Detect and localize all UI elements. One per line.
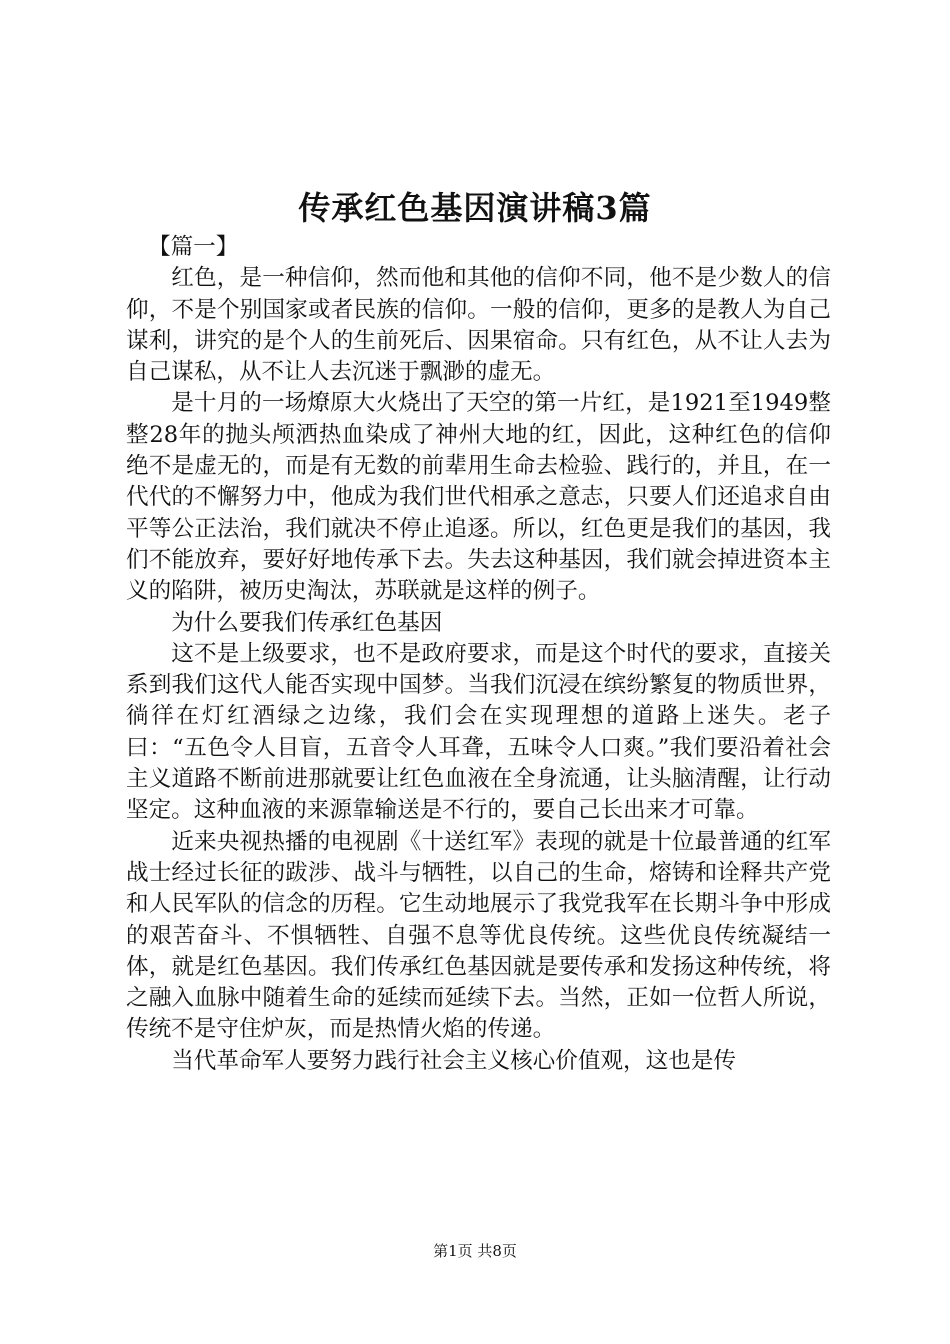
section-label: 【篇一】 bbox=[148, 234, 239, 260]
document-body bbox=[126, 232, 831, 1077]
paragraph-4: 近来央视热播的电视剧《十送红军》表现的就是十位最普通的红军战士经过长征的跋涉、战斗与牺牲，以自己的生命，熔铸和诠释共产党和人民军队的信念的历程。它生动地展示了我党我军在长期斗争中形成的艰苦奋斗、不惧牺牲、自强不息等优良传统。这些优良传统凝结一体，就是红色基因。我们传承红色基因就是要传承和发扬这种传统，将之融入血脉中随着生命的延续而延续下去。当然，正如一位哲人所说，传统不是守住炉灰，而是热情火焰的传递。 bbox=[126, 828, 831, 1043]
paragraph-1: 红色，是一种信仰，然而他和其他的信仰不同，他不是少数人的信仰，不是个别国家或者民族的信仰。一般的信仰，更多的是教人为自己谋利，讲究的是个人的生前死后、因果宿命。只有红色，从不让人去为自己谋私，从不让人去沉迷于飘渺的虚无。 bbox=[126, 265, 831, 386]
paragraph-3: 这不是上级要求，也不是政府要求，而是这个时代的要求，直接关系到我们这代人能否实现中国梦。当我们沉浸在缤纷繁复的物质世界，徜徉在灯红酒绿之边缘，我们会在实现理想的道路上迷失。老子曰：“五色令人目盲，五音令人耳聋，五味令人口爽。”我们要沿着社会主义道路不断前进那就要让红色血液在全身流通，让头脑清醒，让行动坚定。这种血液的来源靠输送是不行的，要自己长出来才可靠。 bbox=[126, 640, 831, 824]
paragraph-5: 当代革命军人要努力践行社会主义核心价值观，这也是传 bbox=[171, 1047, 737, 1074]
page-footer: 第1页 共8页 bbox=[433, 1242, 517, 1260]
paragraph-subheading: 为什么要我们传承红色基因 bbox=[171, 609, 443, 636]
paragraph-2: 是十月的一场燎原大火烧出了天空的第一片红，是1921至1949整整28年的抛头颅洒热血染成了神州大地的红，因此，这种红色的信仰绝不是虚无的，而是有无数的前辈用生命去检验、践行的，并且，在一代代的不懈努力中，他成为我们世代相承之意志，只要人们还追求自由平等公正法治，我们就决不停止追逐。所以，红色更是我们的基因，我们不能放弃，要好好地传承下去。失去这种基因，我们就会掉进资本主义的陷阱，被历史淘汰，苏联就是这样的例子。 bbox=[126, 390, 831, 605]
document-title: 传承红色基因演讲稿3篇 bbox=[298, 189, 652, 227]
